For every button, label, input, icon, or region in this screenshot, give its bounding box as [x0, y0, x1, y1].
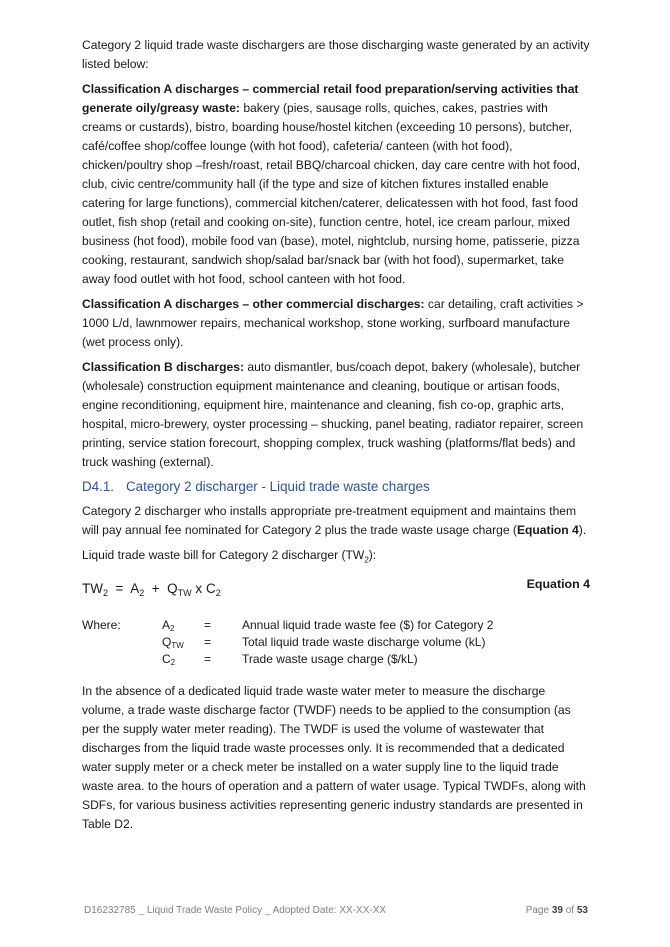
- eq-tw-sub: 2: [103, 588, 109, 599]
- where-equals: =: [204, 652, 212, 667]
- where-row: [82, 651, 590, 668]
- where-equals: =: [204, 618, 212, 633]
- page-total: 53: [576, 905, 588, 916]
- classification-a-other-paragraph: [82, 295, 590, 352]
- section-title: Category 2 discharger - Liquid trade waste charges: [126, 479, 430, 494]
- where-block: [82, 617, 590, 668]
- classification-a-other-text: car detailing, craft activities > 1000 L/d, lawnmower repairs, mechanical workshop, stone working, surfboard manufacture (wet process only).: [82, 297, 584, 349]
- eq-q-sub: TW: [177, 588, 192, 599]
- where-symbol-text: C: [162, 652, 171, 667]
- classification-b-text: auto dismantler, bus/coach depot, bakery (wholesale), butcher (wholesale) construction equipment maintenance and cleaning, boutique or artisan foods, engine reconditioning, equipment hire, maintenance and cleaning, fish co-op, graphic arts, hospital, micro-brewery, oyster processing – shucking, panel beating, radiator repairer, screen printing, service station forecourt, shopping complex, truck washing (platforms/flat beds) and truck washing (external).: [82, 360, 584, 469]
- intro-paragraph: Category 2 liquid trade waste dischargers are those discharging waste generated by an activity listed below:: [82, 38, 590, 71]
- where-row: [82, 617, 590, 634]
- where-symbol: [162, 651, 204, 668]
- bill-line-sub: 2: [364, 555, 369, 565]
- section-number: D4.1.: [82, 479, 115, 494]
- where-spacer: [82, 634, 162, 651]
- twdf-paragraph: In the absence of a dedicated liquid trade waste water meter to measure the discharge volume, a trade waste discharge factor (TWDF) needs to be applied to the consumption (as per the supply water meter reading). The TWDF is used the volume of wastewater that discharges from the liquid trade waste processes only. It is recommended that a dedicated water supply meter or a check meter be installed on a water supply line to the liquid trade waste area. to the hours of operation and a pattern of water usage. Typical TWDFs, along with SDFs, for various business activities representing generic industry standards are presented in Table D2.: [82, 684, 586, 832]
- bill-line-tail: ):: [368, 548, 377, 562]
- eq-plus: +: [151, 581, 160, 597]
- eq-q: Q: [167, 581, 178, 597]
- equation-expression: [82, 581, 221, 598]
- classification-a-food-paragraph: [82, 80, 590, 289]
- classification-b-label: Classification B discharges:: [82, 360, 244, 374]
- eq-times: x: [195, 581, 203, 597]
- classification-a-food-text: bakery (pies, sausage rolls, quiches, cakes, pastries with creams or custards), bistro, boarding house/hostel kitchen (exceeding 10 persons), butcher, café/coffee shop/coffee lounge (with hot food), cafeteria/ canteen (with hot food), chicken/poultry shop –fresh/roast, retail BBQ/charcoal chicken, day care centre with hot food, club, civic centre/community hall (if the type and size of kitchen fixtures installed enable catering for large functions), commercial kitchen/caterer, delicatessen with hot food, fast food outlet, fish shop (retail and cooking on-site), function centre, hotel, ice cream parlour, mixed business (hot food), mobile food van (base), motel, nightclub, nursing home, patisserie, pizza cooking, restaurant, sandwich shop/salad bar/snack bar (with hot food), supermarket, take away food outlet with hot food, school canteen with hot food.: [82, 101, 581, 286]
- section-heading: [82, 478, 590, 496]
- eq-c: C: [205, 581, 216, 597]
- page-current: 39: [551, 905, 563, 916]
- where-description: Trade waste usage charge ($/kL): [242, 652, 418, 667]
- eq-equals: =: [115, 581, 124, 597]
- where-description: Annual liquid trade waste fee ($) for Category 2: [242, 618, 494, 633]
- where-spacer: [82, 651, 162, 668]
- where-description: Total liquid trade waste discharge volume (kL): [242, 635, 486, 650]
- eq-tw: TW: [82, 581, 103, 597]
- where-symbol-sub: 2: [170, 624, 175, 634]
- where-label: Where:: [82, 618, 121, 633]
- eq-a: A: [130, 581, 140, 597]
- section-paragraph-text: Category 2 discharger who installs appropriate pre-treatment equipment and maintains them will pay annual fee nominated for Category 2 plus the trade waste usage charge (: [82, 504, 577, 537]
- where-row: [82, 634, 590, 651]
- eq-c-sub: 2: [215, 588, 221, 599]
- where-symbol: [162, 634, 204, 651]
- equation-row: [82, 575, 590, 605]
- page-of: of: [565, 905, 575, 916]
- page-prefix: Page: [525, 905, 550, 916]
- where-symbol-sub: 2: [170, 658, 176, 668]
- where-symbol-text: Q: [162, 635, 172, 650]
- where-symbol-text: A: [162, 618, 171, 633]
- where-symbol-sub: TW: [171, 641, 184, 651]
- document-page: [82, 36, 590, 840]
- footer-document-id: D16232785 _ Liquid Trade Waste Policy _ Adopted Date: XX-XX-XX: [84, 905, 387, 916]
- eq-a-sub: 2: [139, 588, 145, 599]
- page-footer: [84, 905, 588, 916]
- classification-a-food-label: Classification A discharges – commercial retail food preparation/serving activities that generate oily/greasy waste:: [82, 82, 579, 115]
- equation-label: Equation 4: [526, 577, 590, 592]
- bill-line: [82, 546, 590, 569]
- classification-a-other-label: Classification A discharges – other commercial discharges:: [82, 297, 425, 311]
- where-symbol: [162, 617, 204, 634]
- classification-b-paragraph: [82, 358, 590, 472]
- where-equals: =: [204, 635, 212, 650]
- section-paragraph: [82, 502, 590, 540]
- bill-line-text: Liquid trade waste bill for Category 2 discharger (TW: [82, 548, 365, 562]
- section-paragraph-tail: ).: [578, 523, 587, 537]
- equation-reference: Equation 4: [516, 523, 579, 537]
- page-number: [526, 905, 588, 916]
